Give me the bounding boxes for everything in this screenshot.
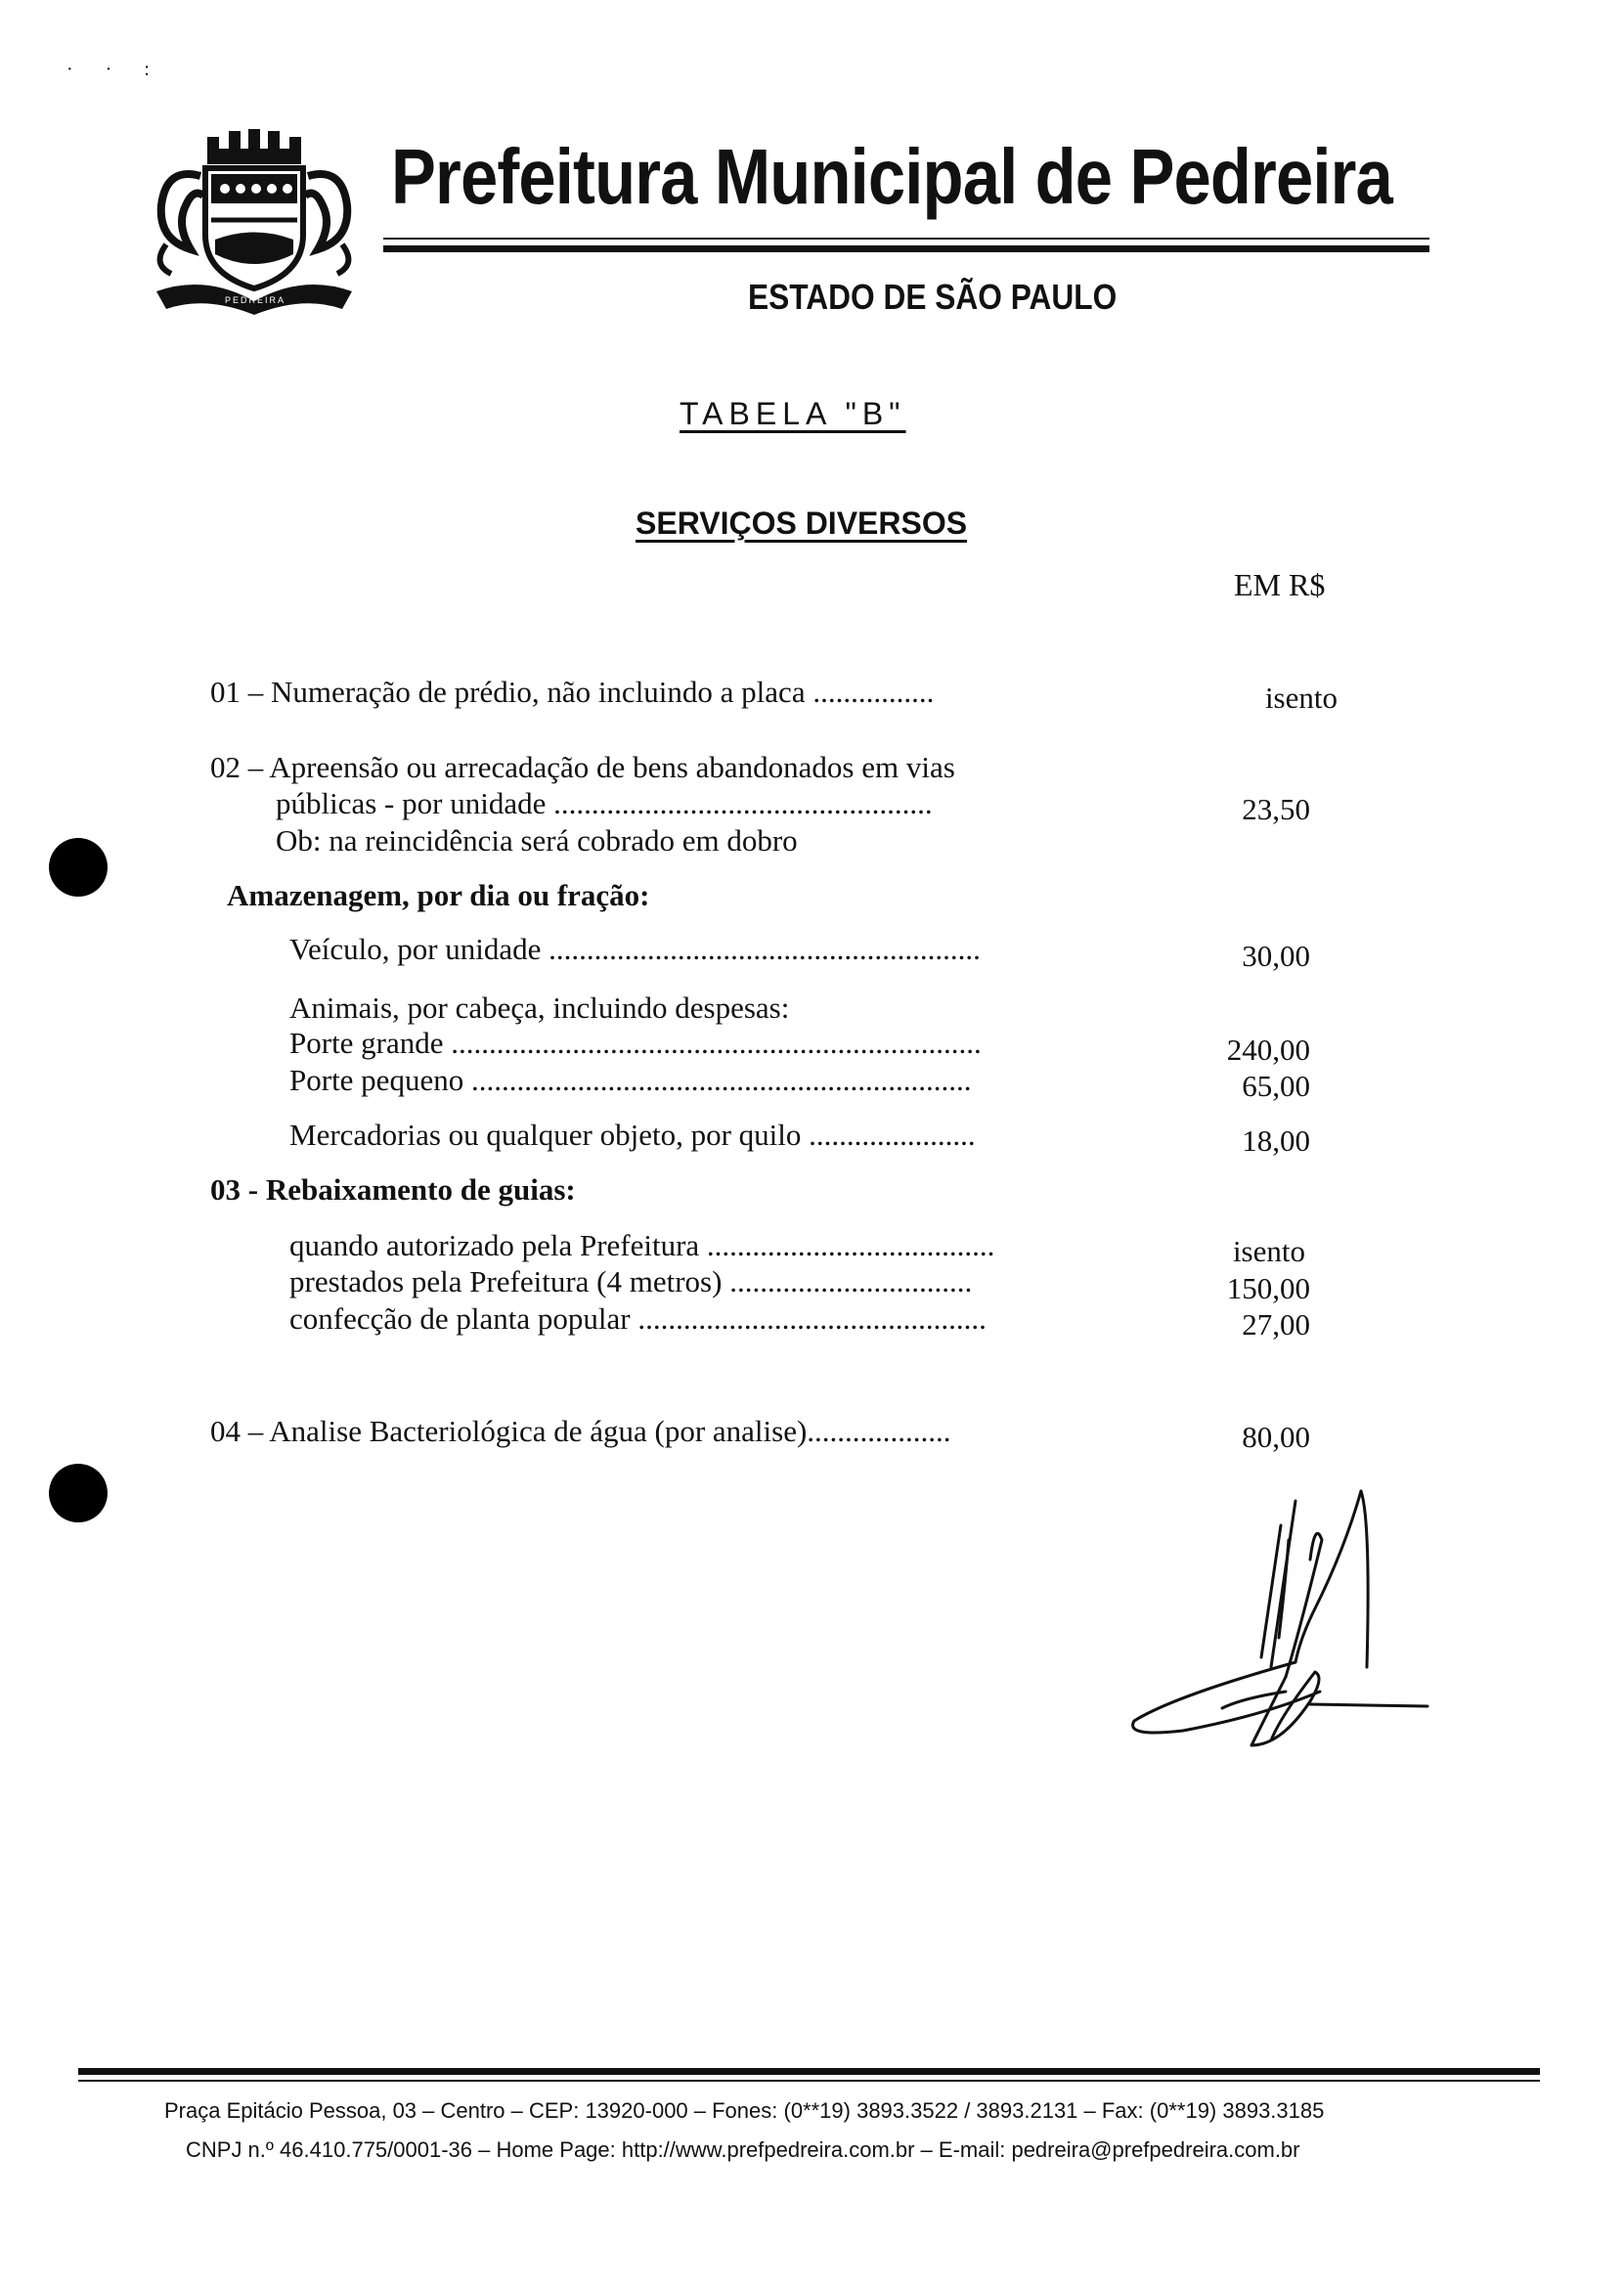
signature-icon: [1115, 1481, 1447, 1775]
item-03-heading: 03 - Rebaixamento de guias:: [210, 1172, 576, 1207]
item-02-note: Ob: na reincidência será cobrado em dobro: [276, 823, 798, 858]
footer-contact: CNPJ n.º 46.410.775/0001-36 – Home Page: http://www.prefpedreira.com.br – E-mail: pedreira@prefpedreira.com.br: [186, 2137, 1300, 2162]
header-rule-thick: [383, 245, 1429, 252]
section-title: SERVIÇOS DIVERSOS: [636, 506, 968, 541]
goods-value: 18,00: [1242, 1123, 1310, 1158]
guides-provided-value: 150,00: [1226, 1271, 1310, 1305]
crest-motto: PEDREIRA: [225, 295, 286, 305]
page-title: Prefeitura Municipal de Pedreira: [391, 133, 1392, 220]
guides-provided-label: prestados pela Prefeitura (4 metros) ................................: [289, 1264, 973, 1298]
currency-label: EM R$: [1234, 567, 1326, 602]
item-02-line2: públicas - por unidade ..................................................: [276, 786, 933, 820]
punch-hole: [49, 838, 108, 897]
guides-authorized-value: isento: [1232, 1234, 1305, 1268]
item-02-value: 23,50: [1242, 792, 1310, 826]
item-01-label: 01 – Numeração de prédio, não incluindo a placa ................: [210, 675, 935, 709]
footer-rule-thin: [78, 2080, 1540, 2082]
goods-label: Mercadorias ou qualquer objeto, por quilo ......................: [289, 1118, 976, 1152]
animals-small-label: Porte pequeno ..................................................................: [289, 1063, 972, 1097]
header-rule-thin: [383, 238, 1429, 240]
footer-rule-thick: [78, 2068, 1540, 2075]
item-04-value: 80,00: [1242, 1420, 1310, 1454]
animals-small-value: 65,00: [1242, 1069, 1310, 1103]
state-subtitle: ESTADO DE SÃO PAULO: [748, 277, 1118, 317]
coat-of-arms-icon: [147, 127, 362, 318]
table-title: TABELA "B": [680, 396, 906, 431]
storage-vehicle-value: 30,00: [1242, 939, 1310, 973]
storage-heading: Amazenagem, por dia ou fração:: [227, 878, 650, 912]
scan-specks: · · :: [66, 59, 163, 80]
guides-plan-value: 27,00: [1242, 1307, 1310, 1342]
storage-vehicle-label: Veículo, por unidade .........................................................: [289, 932, 981, 966]
punch-hole: [49, 1464, 108, 1522]
animals-large-value: 240,00: [1226, 1033, 1310, 1067]
guides-plan-label: confecção de planta popular ..............................................: [289, 1301, 987, 1336]
footer-address: Praça Epitácio Pessoa, 03 – Centro – CEP: 13920-000 – Fones: (0**19) 3893.3522 / 3893.2131 – Fax: (0**19) 3893.3185: [164, 2098, 1325, 2123]
animals-heading: Animais, por cabeça, incluindo despesas:: [289, 990, 790, 1025]
guides-authorized-label: quando autorizado pela Prefeitura ......................................: [289, 1228, 995, 1262]
item-04-label: 04 – Analise Bacteriológica de água (por analise)...................: [210, 1414, 951, 1448]
item-01-value: isento: [1264, 681, 1338, 715]
animals-large-label: Porte grande ......................................................................: [289, 1026, 982, 1060]
item-02-line1: 02 – Apreensão ou arrecadação de bens abandonados em vias: [210, 750, 955, 784]
